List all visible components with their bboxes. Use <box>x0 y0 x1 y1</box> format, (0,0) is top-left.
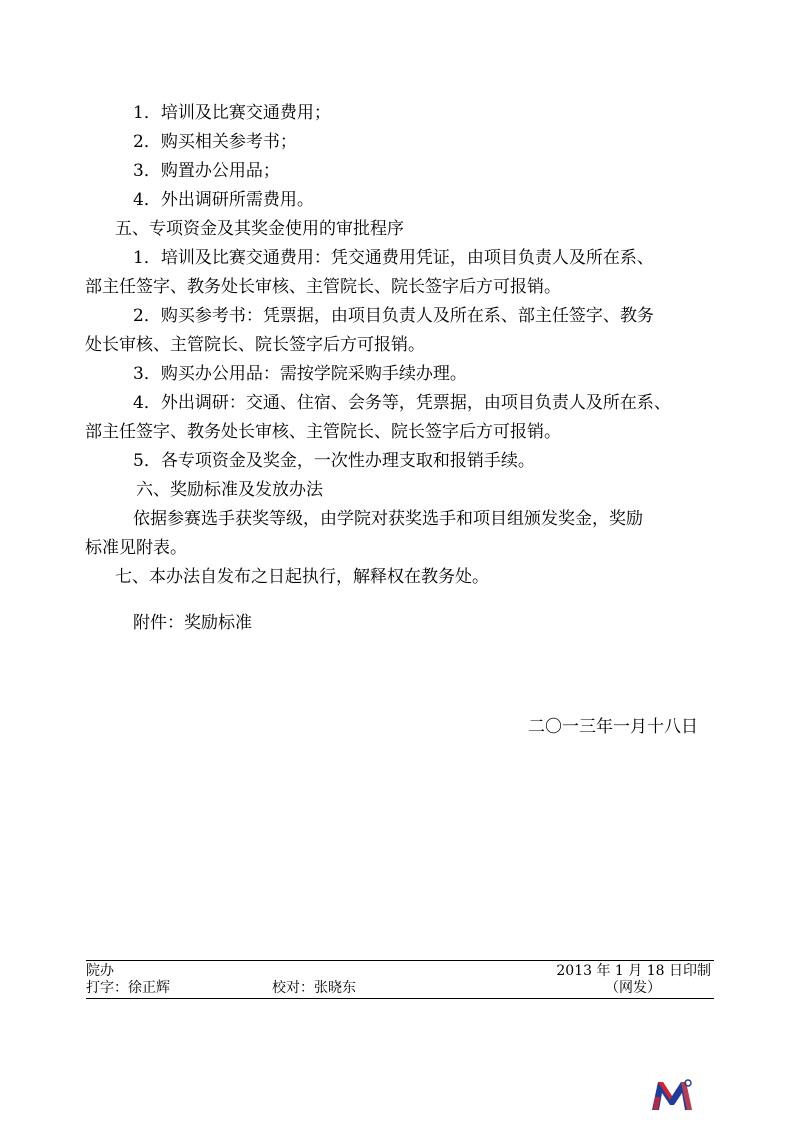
footer-proofreader: 校对：张晓东 <box>272 980 356 996</box>
footer-office: 院办 <box>86 963 114 979</box>
footer-rule-top <box>86 960 714 961</box>
paragraph-line: 处长审核、主管院长、院长签字后方可报销。 <box>85 335 425 355</box>
paragraph-line: 标准见附表。 <box>85 538 187 558</box>
footer-print-date: 2013 年 1 月 18 日印制 <box>556 963 711 979</box>
document-date: 二〇一三年一月十八日 <box>528 717 698 737</box>
section-heading-7: 七、本办法自发布之日起执行，解释权在教务处。 <box>115 567 489 587</box>
list-item-3: 3．购置办公用品； <box>133 161 280 181</box>
list-item-1: 1．培训及比赛交通费用； <box>133 103 331 123</box>
paragraph-line: 2．购买参考书：凭票据，由项目负责人及所在系、部主任签字、教务 <box>133 306 654 326</box>
list-item-2: 2．购买相关参考书； <box>133 132 297 152</box>
paragraph-line: 3．购买办公用品：需按学院采购手续办理。 <box>133 364 467 384</box>
list-item-4: 4．外出调研所需费用。 <box>133 190 314 210</box>
footer-distribution: （网发） <box>605 980 661 996</box>
paragraph-line: 依据参赛选手获奖等级，由学院对获奖选手和项目组颁发奖金，奖励 <box>133 509 643 529</box>
paragraph-line: 部主任签字、教务处长审核、主管院长、院长签字后方可报销。 <box>85 277 561 297</box>
footer-rule-bottom <box>86 998 714 999</box>
section-heading-5: 五、专项资金及其奖金使用的审批程序 <box>115 219 404 239</box>
attachment-note: 附件：奖励标准 <box>133 613 252 633</box>
section-heading-6: 六、奖励标准及发放办法 <box>136 480 323 500</box>
logo-icon <box>650 1077 694 1113</box>
footer-typist: 打字：徐正辉 <box>86 980 170 996</box>
paragraph-line: 部主任签字、教务处长审核、主管院长、院长签字后方可报销。 <box>85 422 561 442</box>
paragraph-line: 4．外出调研：交通、住宿、会务等，凭票据，由项目负责人及所在系、 <box>133 393 671 413</box>
paragraph-line: 5．各专项资金及奖金，一次性办理支取和报销手续。 <box>133 451 535 471</box>
paragraph-line: 1．培训及比赛交通费用：凭交通费用凭证，由项目负责人及所在系、 <box>133 248 654 268</box>
